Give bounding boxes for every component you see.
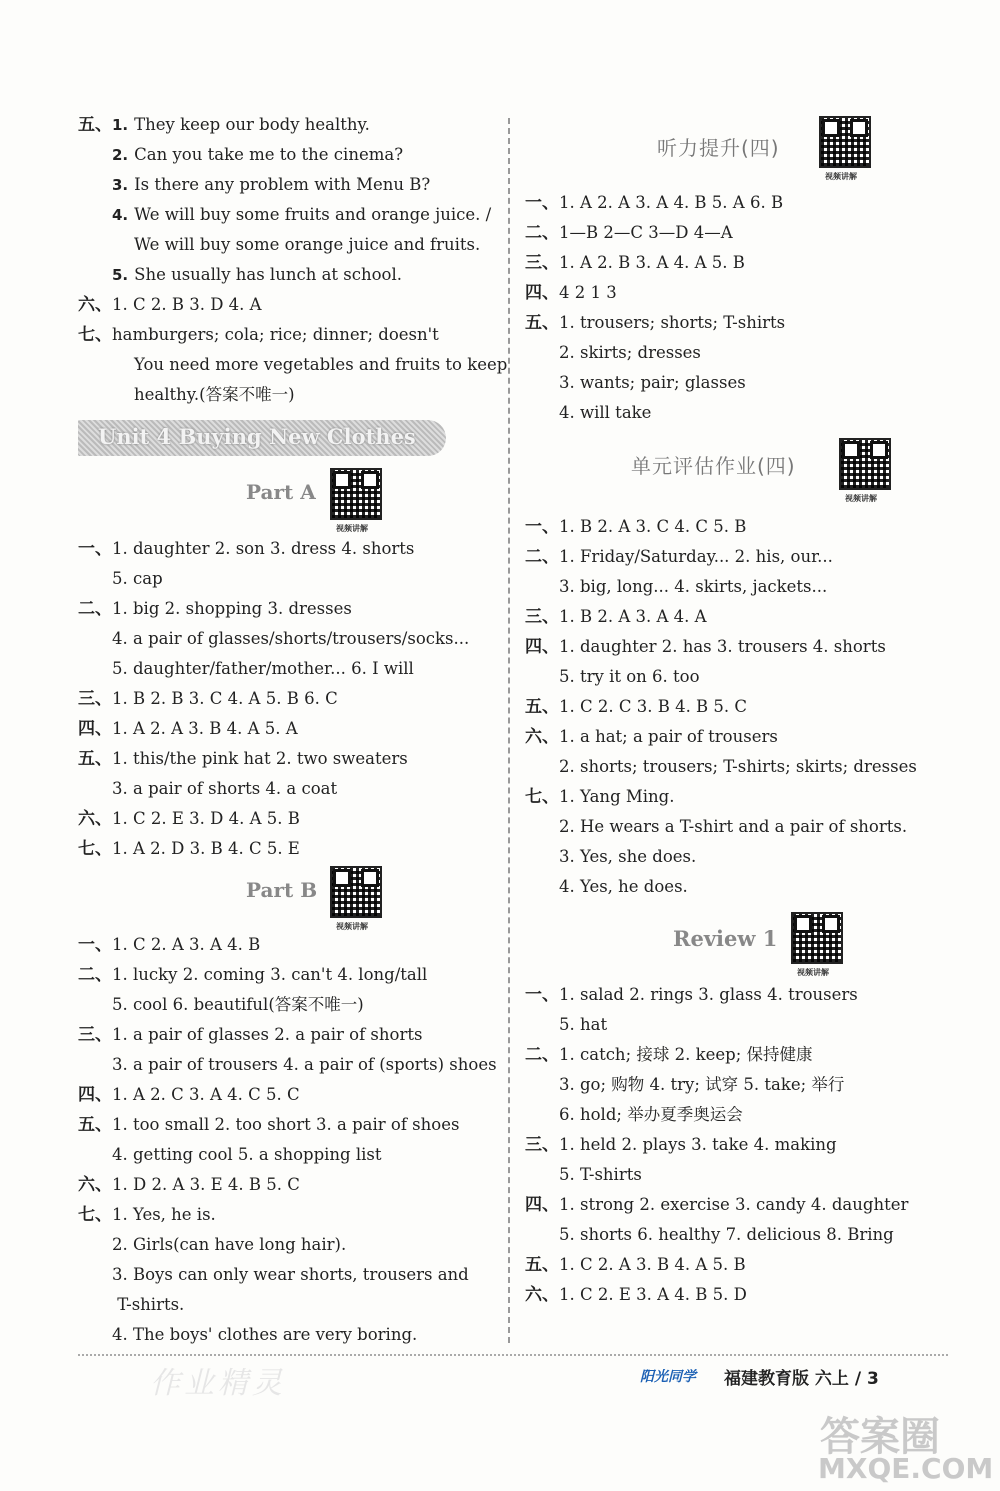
question-number: 4.: [112, 206, 129, 224]
answer-line: [525, 722, 945, 752]
question-number: 1.: [112, 116, 129, 134]
answer-text: 1. B 2. A 3. A 4. A: [559, 607, 707, 626]
qr-caption: 视频讲解: [336, 922, 368, 931]
section-number: 七、: [78, 839, 112, 859]
answer-line: [525, 1280, 945, 1310]
corner-watermark-logo: 答案圈: [820, 1414, 940, 1460]
eval-title: 单元评估作业(四): [631, 454, 796, 478]
answer-line: [78, 1230, 498, 1260]
answer-text: 1. Yang Ming.: [559, 787, 675, 806]
answer-line: [78, 1200, 498, 1230]
section-number: 六、: [525, 1285, 559, 1305]
section-number: 四、: [78, 719, 112, 739]
qr-caption: 视频讲解: [845, 494, 877, 503]
answer-text: They keep our body healthy.: [134, 115, 370, 134]
section-number: 一、: [525, 193, 559, 213]
brand-logo: 阳光同学: [640, 1369, 696, 1385]
section-number: 六、: [78, 809, 112, 829]
answer-line: [525, 248, 945, 278]
section-number: 一、: [78, 539, 112, 559]
answer-line: [525, 1010, 945, 1040]
answer-line: [78, 960, 498, 990]
answer-line: [525, 1040, 945, 1070]
answer-line: [78, 350, 508, 380]
qr-code-icon[interactable]: [791, 912, 843, 964]
answer-line: [525, 218, 945, 248]
answer-text: 1. C 2. E 3. D 4. A 5. B: [112, 809, 300, 828]
answer-line: [78, 140, 498, 170]
section-number: 二、: [78, 599, 112, 619]
section-number: 五、: [525, 697, 559, 717]
part-b-title: Part B: [246, 878, 318, 902]
answer-text: 1. daughter 2. son 3. dress 4. shorts: [112, 539, 415, 558]
column-divider: [508, 118, 510, 1343]
answer-line: [78, 624, 498, 654]
part-b-heading: [78, 864, 498, 931]
answer-line: [78, 594, 498, 624]
listen-heading: [525, 110, 945, 188]
answer-text: 1. D 2. A 3. E 4. B 5. C: [112, 1175, 300, 1194]
answer-text: 3. Boys can only wear shorts, trousers and: [112, 1265, 469, 1284]
answer-text: 1. trousers; shorts; T-shirts: [559, 313, 786, 332]
answer-text: 5. cool 6. beautiful(答案不唯一): [112, 995, 364, 1014]
answer-text: 5. cap: [112, 569, 163, 588]
answer-text: 1. A 2. A 3. B 4. A 5. A: [112, 719, 298, 738]
answer-line: [78, 774, 498, 804]
answer-line: [525, 308, 945, 338]
section-number: 七、: [78, 1205, 112, 1225]
answer-line: [525, 1130, 945, 1160]
answer-line: [525, 188, 945, 218]
answer-text: 1. B 2. B 3. C 4. A 5. B 6. C: [112, 689, 338, 708]
qr-code-icon[interactable]: [330, 866, 382, 918]
answer-text: 1. too small 2. too short 3. a pair of shoes: [112, 1115, 460, 1134]
answer-line: [78, 804, 498, 834]
answer-line: [525, 782, 945, 812]
section-number: 一、: [78, 935, 112, 955]
answer-line: [78, 684, 498, 714]
answer-text: She usually has lunch at school.: [134, 265, 403, 284]
section-number: 六、: [78, 1175, 112, 1195]
answer-line: [525, 1100, 945, 1130]
unit-banner-title: Unit 4 Buying New Clothes: [98, 424, 416, 449]
answer-line: [78, 534, 498, 564]
part-b-answers: [78, 930, 498, 1350]
answer-line: [78, 1080, 498, 1110]
section-number: 六、: [78, 295, 112, 315]
answer-text: 4 2 1 3: [559, 283, 617, 302]
answer-line: [525, 1220, 945, 1250]
answer-text: 1. this/the pink hat 2. two sweaters: [112, 749, 408, 768]
review-heading: [525, 902, 945, 980]
answer-line: [525, 1160, 945, 1190]
answer-text: 1. Yes, he is.: [112, 1205, 216, 1224]
section-number: 三、: [525, 253, 559, 273]
section-number: 七、: [78, 325, 112, 345]
answer-text: Is there any problem with Menu B?: [134, 175, 431, 194]
answer-text: You need more vegetables and fruits to keep: [134, 355, 508, 374]
answer-line: [525, 872, 945, 902]
answer-text: 3. big, long... 4. skirts, jackets...: [559, 577, 828, 596]
section-number: 三、: [78, 689, 112, 709]
answer-line: [525, 632, 945, 662]
answer-text: 2. shorts; trousers; T-shirts; skirts; dresses: [559, 757, 917, 776]
section-number: 二、: [525, 547, 559, 567]
answer-text: 1. A 2. B 3. A 4. A 5. B: [559, 253, 745, 272]
answer-line: [525, 338, 945, 368]
part-a-answers: [78, 534, 498, 864]
section-number: 二、: [525, 223, 559, 243]
section-number: 七、: [525, 787, 559, 807]
answer-text: 1. A 2. C 3. A 4. C 5. C: [112, 1085, 300, 1104]
eval-heading: [525, 428, 945, 512]
left-block-1: [78, 110, 508, 410]
answer-text: 1. salad 2. rings 3. glass 4. trousers: [559, 985, 858, 1004]
answer-text: 4. Yes, he does.: [559, 877, 688, 896]
section-number: 一、: [525, 985, 559, 1005]
review-answers: [525, 980, 945, 1310]
part-a-title: Part A: [246, 480, 316, 504]
section-number: 五、: [525, 313, 559, 333]
answer-line: [78, 1290, 498, 1320]
answer-line: [525, 572, 945, 602]
qr-code-icon[interactable]: [819, 116, 871, 168]
listen-title: 听力提升(四): [657, 136, 780, 160]
answer-line: [78, 834, 498, 864]
answer-line: [78, 714, 498, 744]
answer-text: 5. shorts 6. healthy 7. delicious 8. Bring: [559, 1225, 894, 1244]
answer-line: [525, 692, 945, 722]
corner-watermark-url: MXQE.COM: [818, 1452, 994, 1485]
answer-text: 2. He wears a T-shirt and a pair of shorts.: [559, 817, 908, 836]
section-number: 四、: [525, 1195, 559, 1215]
answer-line: [78, 1020, 498, 1050]
answer-line: [78, 170, 498, 200]
answer-text: 3. go; 购物 4. try; 试穿 5. take; 举行: [559, 1075, 845, 1094]
answer-text: 3. a pair of trousers 4. a pair of (sports) shoes: [112, 1055, 497, 1074]
answer-text: We will buy some fruits and orange juice. /: [134, 205, 492, 224]
answer-text: 1—B 2—C 3—D 4—A: [559, 223, 733, 242]
section-number: 五、: [78, 115, 112, 135]
answer-line: [78, 1110, 498, 1140]
qr-caption: 视频讲解: [825, 172, 857, 181]
answer-line: [525, 368, 945, 398]
answer-text: 3. a pair of shorts 4. a coat: [112, 779, 338, 798]
answer-text: 5. daughter/father/mother... 6. I will: [112, 659, 414, 678]
answer-line: [78, 744, 498, 774]
answer-text: We will buy some orange juice and fruits.: [134, 235, 481, 254]
section-number: 三、: [525, 607, 559, 627]
answer-line: [78, 1260, 498, 1290]
review-title: Review 1: [673, 926, 778, 951]
answer-line: [78, 930, 498, 960]
answer-text: 1. daughter 2. has 3. trousers 4. shorts: [559, 637, 886, 656]
answer-line: [78, 320, 498, 350]
answer-line: [525, 398, 945, 428]
unit-banner: [78, 418, 498, 464]
answer-line: [78, 110, 498, 140]
section-number: 五、: [78, 749, 112, 769]
answer-line: [78, 200, 498, 230]
answer-text: hamburgers; cola; rice; dinner; doesn't: [112, 325, 439, 344]
section-number: 五、: [525, 1255, 559, 1275]
answer-line: [78, 260, 498, 290]
eval-answers: [525, 512, 945, 902]
answer-text: 5. try it on 6. too: [559, 667, 700, 686]
answer-text: 1. strong 2. exercise 3. candy 4. daughter: [559, 1195, 909, 1214]
answer-line: [525, 662, 945, 692]
qr-caption: 视频讲解: [797, 968, 829, 977]
section-number: 六、: [525, 727, 559, 747]
answer-line: [78, 230, 498, 260]
qr-caption: 视频讲解: [336, 524, 368, 533]
footer-rule: [78, 1354, 948, 1356]
answer-line: [525, 1070, 945, 1100]
answer-text: 1. catch; 接球 2. keep; 保持健康: [559, 1045, 813, 1064]
answer-line: [78, 654, 498, 684]
answer-line: [78, 1050, 498, 1080]
question-number: 3.: [112, 176, 129, 194]
answer-text: 1. B 2. A 3. C 4. C 5. B: [559, 517, 747, 536]
section-number: 三、: [78, 1025, 112, 1045]
answer-text: 5. hat: [559, 1015, 608, 1034]
right-column: [525, 110, 945, 1310]
answer-text: 2. skirts; dresses: [559, 343, 701, 362]
footer-page-label: 福建教育版 六上 / 3: [724, 1369, 879, 1389]
answer-text: 4. a pair of glasses/shorts/trousers/socks...: [112, 629, 470, 648]
answer-text: 1. A 2. D 3. B 4. C 5. E: [112, 839, 300, 858]
answer-text: 1. C 2. A 3. B 4. A 5. B: [559, 1255, 746, 1274]
answer-text: 1. held 2. plays 3. take 4. making: [559, 1135, 837, 1154]
answer-text: 1. a pair of glasses 2. a pair of shorts: [112, 1025, 423, 1044]
question-number: 2.: [112, 146, 129, 164]
answer-line: [525, 1250, 945, 1280]
answer-text: 4. will take: [559, 403, 652, 422]
answer-line: [78, 380, 498, 410]
answer-line: [78, 990, 498, 1020]
footer-watermark: 作业精灵: [150, 1366, 286, 1401]
answer-text: 3. Yes, she does.: [559, 847, 697, 866]
answer-line: [78, 564, 498, 594]
answer-text: T-shirts.: [112, 1295, 185, 1314]
answer-line: [78, 1170, 498, 1200]
left-column: [78, 110, 508, 1350]
answer-line: [525, 278, 945, 308]
answer-text: 1. C 2. E 3. A 4. B 5. D: [559, 1285, 747, 1304]
section-number: 三、: [525, 1135, 559, 1155]
answer-line: [525, 842, 945, 872]
answer-line: [78, 290, 498, 320]
answer-text: 5. T-shirts: [559, 1165, 642, 1184]
section-number: 四、: [78, 1085, 112, 1105]
answer-line: [78, 1140, 498, 1170]
question-number: 5.: [112, 266, 129, 284]
answer-text: 1. C 2. C 3. B 4. B 5. C: [559, 697, 748, 716]
answer-line: [525, 752, 945, 782]
answer-text: healthy.(答案不唯一): [134, 385, 295, 404]
answer-line: [525, 512, 945, 542]
answer-line: [525, 542, 945, 572]
answer-text: 1. C 2. B 3. D 4. A: [112, 295, 262, 314]
answer-text: 1. C 2. A 3. A 4. B: [112, 935, 261, 954]
answer-text: 1. lucky 2. coming 3. can't 4. long/tall: [112, 965, 428, 984]
qr-code-icon[interactable]: [330, 468, 382, 520]
answer-line: [78, 1320, 498, 1350]
answer-line: [525, 1190, 945, 1220]
section-number: 二、: [525, 1045, 559, 1065]
answer-text: 1. big 2. shopping 3. dresses: [112, 599, 352, 618]
answer-text: 4. The boys' clothes are very boring.: [112, 1325, 418, 1344]
answer-line: [525, 980, 945, 1010]
section-number: 一、: [525, 517, 559, 537]
section-number: 五、: [78, 1115, 112, 1135]
section-number: 四、: [525, 283, 559, 303]
answer-text: 1. a hat; a pair of trousers: [559, 727, 778, 746]
answer-line: [525, 602, 945, 632]
answer-text: 2. Girls(can have long hair).: [112, 1235, 347, 1254]
listen-answers: [525, 188, 945, 428]
answer-text: 6. hold; 举办夏季奥运会: [559, 1105, 743, 1124]
answer-line: [525, 812, 945, 842]
part-a-heading: [78, 466, 498, 533]
answer-text: 1. A 2. A 3. A 4. B 5. A 6. B: [559, 193, 784, 212]
answer-text: Can you take me to the cinema?: [134, 145, 404, 164]
answer-text: 1. Friday/Saturday... 2. his, our...: [559, 547, 833, 566]
answer-text: 4. getting cool 5. a shopping list: [112, 1145, 382, 1164]
qr-code-icon[interactable]: [839, 438, 891, 490]
section-number: 二、: [78, 965, 112, 985]
answer-text: 3. wants; pair; glasses: [559, 373, 746, 392]
section-number: 四、: [525, 637, 559, 657]
